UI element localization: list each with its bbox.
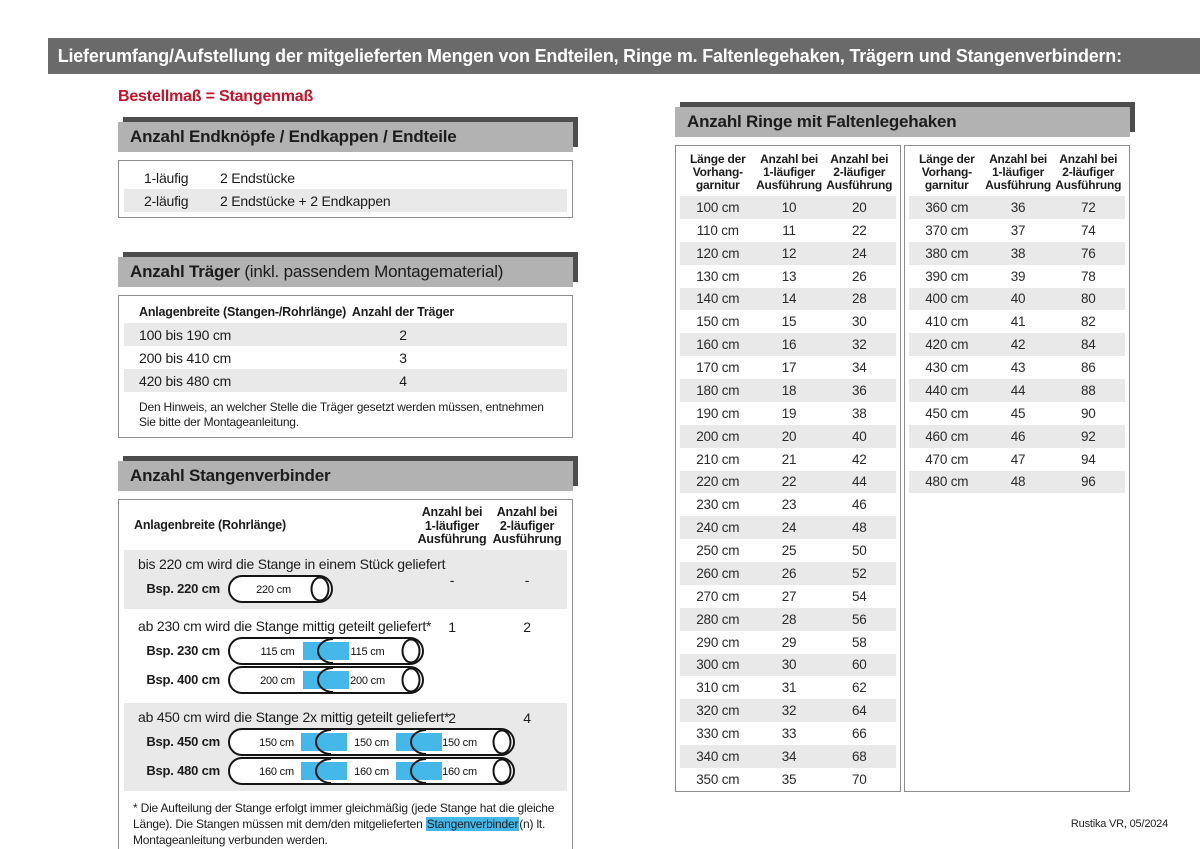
ring-cell: 22 (851, 222, 867, 238)
verbinder-footnote (133, 800, 558, 848)
laeufig-label: 2-läufig (144, 192, 189, 209)
section-header-stangenverbinder (118, 461, 573, 491)
ring-cell: 36 (851, 382, 867, 398)
ring-cell: 37 (1010, 222, 1026, 238)
page-title: Lieferumfang/Aufstellung der mitgelieferten Mengen von Endteilen, Ringe m. Faltenlegehaken, Trägern und Stangenverbindern: (57, 45, 1122, 66)
rod-segment-length: 160 cm (354, 765, 389, 778)
ring-cell: 47 (1010, 451, 1026, 467)
ring-cell: 13 (781, 268, 797, 284)
ring-cell: 20 (781, 428, 797, 444)
rod-example-row (124, 756, 567, 785)
table-row (680, 288, 896, 311)
ring-cell: 40 (1010, 291, 1026, 307)
anlagenbreite-range: 100 bis 190 cm (139, 326, 232, 343)
rod-example-row (124, 665, 567, 694)
ring-cell: 270 cm (696, 588, 740, 604)
ring-cell: 68 (851, 748, 867, 764)
ring-cell: 60 (851, 657, 867, 673)
ring-cell: 54 (851, 588, 867, 604)
ring-cell: 380 cm (925, 245, 969, 261)
table-row (680, 516, 896, 539)
rod-segment-length: 200 cm (260, 674, 295, 687)
ring-cell: 10 (781, 199, 797, 215)
ring-cell: 70 (851, 771, 867, 787)
header-column (756, 153, 823, 196)
ring-cell: 17 (781, 360, 797, 376)
header-line: 1-läufiger (424, 518, 480, 533)
ring-cell: 290 cm (696, 634, 740, 650)
ring-cell: 94 (1080, 451, 1096, 467)
ring-cell: 58 (851, 634, 867, 650)
header-line: Länge der (690, 152, 746, 166)
document-version: Rustika VR, 05/2024 (1070, 818, 1168, 830)
table-row (680, 608, 896, 631)
group-description: ab 230 cm wird die Stange mittig geteilt geliefert* (138, 618, 432, 634)
ring-cell: 48 (1010, 474, 1026, 490)
table-row (680, 242, 896, 265)
ring-cell: 12 (781, 245, 797, 261)
ring-cell: 32 (781, 703, 797, 719)
ring-cell: 400 cm (925, 291, 969, 307)
left-column (118, 88, 573, 849)
ring-table-header (909, 146, 1125, 196)
table-row (909, 356, 1125, 379)
ring-cell: 35 (781, 771, 797, 787)
ring-cell: 34 (781, 748, 797, 764)
table-row (680, 539, 896, 562)
ring-cell: 39 (1010, 268, 1026, 284)
ring-cell: 52 (851, 565, 867, 581)
rod-diagram (228, 666, 424, 694)
col-anzahl-1-laeufig (414, 506, 490, 547)
table-row (909, 402, 1125, 425)
stangenverbinder-connector (301, 762, 347, 780)
group-description: ab 450 cm wird die Stange 2x mittig geteilt geliefert* (138, 709, 450, 725)
header-column (680, 153, 756, 196)
header-line: Vorhang- (692, 165, 743, 179)
ring-cell: 92 (1080, 428, 1096, 444)
ring-cell: 62 (851, 680, 867, 696)
ring-table-360-480 (904, 145, 1130, 792)
table-row (124, 323, 567, 346)
rod-diagram (228, 637, 424, 665)
ring-cell: 250 cm (696, 543, 740, 559)
verbinder-group (124, 612, 567, 700)
ring-table-header (680, 146, 896, 196)
ring-cell: 40 (851, 428, 867, 444)
verbinder-group (124, 703, 567, 791)
ring-cell: 260 cm (696, 565, 740, 581)
ring-cell: 410 cm (925, 314, 969, 330)
rod-example-label: Bsp. 480 cm (146, 763, 220, 778)
ring-cell: 44 (1010, 382, 1026, 398)
rod-segment-length: 115 cm (350, 645, 385, 658)
ring-cell: 430 cm (925, 360, 969, 376)
header-line: garnitur (924, 178, 969, 192)
ring-cell: 42 (1010, 337, 1026, 353)
header-column (823, 153, 896, 196)
table-row (909, 242, 1125, 265)
ring-cell: 72 (1080, 199, 1096, 215)
ring-cell: 25 (781, 543, 797, 559)
section-header-ringe (675, 107, 1130, 137)
header-line: Ausführung (985, 178, 1052, 192)
table-row (680, 631, 896, 654)
ring-cell: 64 (851, 703, 867, 719)
ring-cell: 460 cm (925, 428, 969, 444)
table-row (909, 288, 1125, 311)
ring-cell: 50 (851, 543, 867, 559)
table-row (680, 585, 896, 608)
ring-cell: 180 cm (696, 382, 740, 398)
count-1-laeufig: 2 (448, 710, 456, 726)
table-row (909, 379, 1125, 402)
ring-cell: 120 cm (696, 245, 740, 261)
table-row (909, 219, 1125, 242)
table-row (680, 219, 896, 242)
count-2-laeufig: - (524, 571, 530, 588)
verbinder-table (118, 499, 573, 849)
ring-cell: 78 (1080, 268, 1096, 284)
header-line: Anzahl bei (830, 152, 889, 166)
ring-cell: 360 cm (925, 199, 969, 215)
traeger-table (118, 295, 573, 438)
count-2-laeufig: 2 (523, 619, 531, 635)
ring-cell: 31 (781, 680, 797, 696)
header-column (909, 153, 985, 196)
header-column (985, 153, 1052, 196)
ring-cell: 140 cm (696, 291, 740, 307)
ring-cell: 46 (851, 497, 867, 513)
footnote-text: (n) lt. Montageanleitung verbunden werden. (133, 817, 546, 847)
ring-cell: 27 (781, 588, 797, 604)
ring-cell: 240 cm (696, 520, 740, 536)
stangenverbinder-connector (303, 642, 349, 660)
verbinder-group (124, 550, 567, 609)
stangenverbinder-connector (301, 733, 347, 751)
header-line: Anzahl bei (989, 152, 1048, 166)
ring-cell: 43 (1010, 360, 1026, 376)
table-row (124, 189, 567, 212)
section-title: Anzahl Träger (130, 262, 240, 281)
rod-diagram (228, 728, 515, 756)
ring-cell: 160 cm (696, 337, 740, 353)
header-line: Anzahl bei (421, 505, 483, 519)
table-row (680, 654, 896, 677)
ring-cell: 88 (1080, 382, 1096, 398)
ring-cell: 33 (781, 726, 797, 742)
col-anlagenbreite-rohrlaenge: Anlagenbreite (Rohrlänge) (134, 518, 286, 532)
ring-cell: 18 (781, 382, 797, 398)
traeger-note: Den Hinweis, an welcher Stelle die Träger gesetzt werden müssen, entnehmen Sie bitte der Montageanleitung. (139, 400, 544, 429)
traeger-count: 2 (399, 326, 407, 343)
table-row (680, 699, 896, 722)
table-row (680, 676, 896, 699)
ring-cell: 41 (1010, 314, 1026, 330)
traeger-count: 3 (399, 349, 407, 366)
rod-segment-length: 160 cm (259, 765, 294, 778)
header-line: Ausführung (756, 178, 823, 192)
ring-cell: 24 (851, 245, 867, 261)
table-row (680, 722, 896, 745)
endpieces-value: 2 Endstücke (220, 169, 295, 186)
table-row (680, 356, 896, 379)
ring-cell: 84 (1080, 337, 1096, 353)
section-header-traeger (118, 257, 573, 287)
rod-segment-length: 160 cm (442, 765, 477, 778)
ring-cell: 46 (1010, 428, 1026, 444)
table-row (909, 196, 1125, 219)
table-row (909, 265, 1125, 288)
section-title-suffix: (inkl. passendem Montagematerial) (239, 262, 504, 281)
ring-cell: 15 (781, 314, 797, 330)
traeger-table-header (124, 301, 567, 323)
table-row (680, 196, 896, 219)
col-anlagenbreite: Anlagenbreite (Stangen-/Rohrlänge) (139, 305, 347, 319)
ring-cell: 310 cm (696, 680, 740, 696)
ring-cell: 30 (781, 657, 797, 673)
rod-example-label: Bsp. 230 cm (146, 643, 220, 658)
rod-example-row (124, 636, 567, 665)
ring-cell: 150 cm (696, 314, 740, 330)
ring-cell: 330 cm (696, 726, 740, 742)
rod-segment-length: 150 cm (442, 736, 477, 749)
endpieces-table (118, 160, 573, 218)
count-1-laeufig: - (449, 571, 455, 588)
anlagenbreite-range: 420 bis 480 cm (139, 372, 232, 389)
rod-segment-length: 150 cm (354, 736, 389, 749)
rod-segment-length: 115 cm (260, 645, 295, 658)
ring-cell: 300 cm (696, 657, 740, 673)
table-row (909, 448, 1125, 471)
stangenverbinder-connector (396, 762, 442, 780)
table-row (680, 333, 896, 356)
rod-example-label: Bsp. 400 cm (146, 672, 220, 687)
header-line: 1-läufiger (992, 165, 1045, 179)
header-line: Ausführung (826, 178, 893, 192)
ring-table-100-350 (675, 145, 901, 792)
ring-cell: 80 (1080, 291, 1096, 307)
ring-cell: 76 (1080, 245, 1096, 261)
stangenverbinder-connector (303, 671, 349, 689)
ring-cell: 470 cm (925, 451, 969, 467)
ring-cell: 280 cm (696, 611, 740, 627)
title-bar (48, 38, 1200, 74)
ring-cell: 320 cm (696, 703, 740, 719)
ring-cell: 19 (781, 405, 797, 421)
right-column (675, 105, 1130, 792)
section-title: Anzahl Stangenverbinder (130, 466, 331, 485)
ring-cell: 56 (851, 611, 867, 627)
ring-cell: 44 (851, 474, 867, 490)
header-line: 1-läufiger (763, 165, 816, 179)
ring-cell: 370 cm (925, 222, 969, 238)
ring-cell: 220 cm (696, 474, 740, 490)
footnote-text: * Die Aufteilung der Stange erfolgt immer gleichmäßig (jede Stange hat die gleiche Länge). Die Stangen müssen mit dem/den mitgelieferten (133, 801, 555, 831)
table-row (124, 346, 567, 369)
header-column (1052, 153, 1125, 196)
traeger-count: 4 (399, 372, 407, 389)
traeger-rows (124, 323, 567, 392)
ring-cell: 28 (851, 291, 867, 307)
ring-cell: 230 cm (696, 497, 740, 513)
ring-cell: 200 cm (696, 428, 740, 444)
section-title: Anzahl Endknöpfe / Endkappen / Endteile (130, 127, 457, 146)
verbinder-groups (119, 550, 572, 791)
anlagenbreite-range: 200 bis 410 cm (139, 349, 232, 366)
ring-cell: 26 (781, 565, 797, 581)
table-row (124, 166, 567, 189)
ring-cell: 29 (781, 634, 797, 650)
ring-cell: 96 (1080, 474, 1096, 490)
ring-cell: 32 (851, 337, 867, 353)
table-row (680, 493, 896, 516)
table-row (680, 745, 896, 768)
ring-cell: 90 (1080, 405, 1096, 421)
ring-cell: 450 cm (925, 405, 969, 421)
header-line: garnitur (695, 178, 740, 192)
col-anzahl-traeger: Anzahl der Träger (351, 305, 455, 319)
ring-cell: 36 (1010, 199, 1026, 215)
ring-cell: 390 cm (925, 268, 969, 284)
table-row (909, 333, 1125, 356)
footnote-highlight: Stangenverbinder (426, 817, 519, 831)
ring-cell: 350 cm (696, 771, 740, 787)
table-row (909, 471, 1125, 494)
table-row (909, 425, 1125, 448)
rod-segment-length: 200 cm (350, 674, 385, 687)
header-line: Länge der (919, 152, 975, 166)
header-line: Ausführung (417, 532, 487, 546)
table-row (909, 310, 1125, 333)
ring-cell: 20 (851, 199, 867, 215)
ring-cell: 190 cm (696, 405, 740, 421)
header-line: 2-läufiger (1062, 165, 1115, 179)
header-line: Anzahl bei (496, 505, 558, 519)
ring-tables (675, 145, 1130, 792)
ring-cell: 28 (781, 611, 797, 627)
section-header-endteile (118, 122, 573, 152)
laeufig-label: 1-läufig (144, 169, 189, 186)
table-row (680, 562, 896, 585)
ring-cell: 30 (851, 314, 867, 330)
rod-example-row (124, 727, 567, 756)
group-description: bis 220 cm wird die Stange in einem Stück geliefert (138, 556, 446, 572)
ring-cell: 11 (782, 222, 796, 238)
ring-cell: 74 (1080, 222, 1096, 238)
ring-cell: 480 cm (925, 474, 969, 490)
col-anzahl-2-laeufig (489, 506, 565, 547)
count-2-laeufig: 4 (523, 710, 531, 726)
ring-cell: 210 cm (696, 451, 740, 467)
ring-cell: 48 (851, 520, 867, 536)
ring-cell: 38 (1010, 245, 1026, 261)
ring-cell: 340 cm (696, 748, 740, 764)
subtitle-bestellmass: Bestellmaß = Stangenmaß (118, 88, 314, 105)
table-row (680, 768, 896, 791)
rod-example-label: Bsp. 220 cm (146, 581, 220, 596)
ring-cell: 100 cm (696, 199, 740, 215)
ring-cell: 82 (1080, 314, 1096, 330)
header-line: Ausführung (1055, 178, 1122, 192)
ring-cell: 16 (781, 337, 797, 353)
header-line: Anzahl bei (1059, 152, 1118, 166)
rod-example-label: Bsp. 450 cm (146, 734, 220, 749)
rod-segment-length: 150 cm (259, 736, 294, 749)
header-line: Vorhang- (921, 165, 972, 179)
ring-cell: 34 (851, 360, 867, 376)
ring-cell: 21 (781, 451, 797, 467)
ring-cell: 24 (781, 520, 797, 536)
table-row (680, 425, 896, 448)
ring-cell: 22 (781, 474, 797, 490)
ring-cell: 110 cm (696, 222, 739, 238)
ring-cell: 66 (851, 726, 867, 742)
ring-cell: 26 (851, 268, 867, 284)
rod-diagram (228, 575, 333, 603)
header-line: Anzahl bei (760, 152, 819, 166)
table-row (680, 265, 896, 288)
rod-diagram (228, 757, 515, 785)
ring-cell: 45 (1010, 405, 1026, 421)
ring-cell: 440 cm (925, 382, 969, 398)
header-line: 2-läufiger (833, 165, 886, 179)
table-row (680, 471, 896, 494)
section-title: Anzahl Ringe mit Faltenlegehaken (687, 112, 957, 131)
header-line: Ausführung (492, 532, 562, 546)
count-1-laeufig: 1 (448, 619, 456, 635)
ring-cell: 170 cm (696, 360, 740, 376)
ring-cell: 42 (851, 451, 867, 467)
ring-cell: 23 (781, 497, 797, 513)
ring-cell: 38 (851, 405, 867, 421)
verbinder-table-header (119, 500, 572, 550)
stangenverbinder-connector (396, 733, 442, 751)
endpieces-value: 2 Endstücke + 2 Endkappen (220, 192, 391, 209)
ring-cell: 86 (1080, 360, 1096, 376)
ring-cell: 14 (781, 291, 797, 307)
table-row (680, 448, 896, 471)
ring-cell: 420 cm (925, 337, 969, 353)
table-row (124, 369, 567, 392)
table-row (680, 402, 896, 425)
table-row (680, 379, 896, 402)
table-row (680, 310, 896, 333)
ring-cell: 130 cm (696, 268, 740, 284)
header-line: 2-läufiger (499, 518, 555, 533)
rod-segment-length: 220 cm (256, 583, 291, 596)
